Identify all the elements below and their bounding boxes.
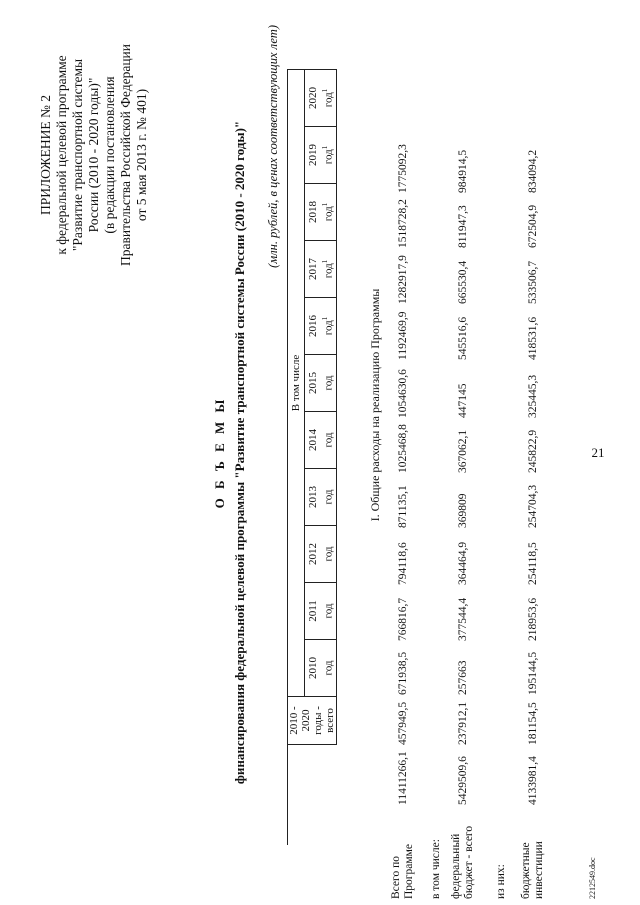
year-unit	[319, 412, 335, 468]
appendix-line: Правительства Российской Федерации	[118, 44, 133, 266]
year-unit-text: год	[322, 320, 335, 336]
row-label-line: федеральный	[450, 833, 462, 899]
table-cell: 325445,3	[527, 374, 539, 418]
table-cell: 218953,6	[527, 597, 539, 641]
table-cell: 367062,1	[457, 429, 469, 473]
row-label-line: бюджет - всего	[463, 825, 475, 899]
year-header-cell	[304, 469, 336, 526]
year-header-cell	[304, 70, 336, 127]
footnote-mark: 1	[320, 202, 329, 207]
table-cell: 811947,3	[457, 205, 469, 248]
year-unit-text: год	[322, 263, 335, 279]
row-label-header	[288, 745, 337, 846]
year-header-cell	[304, 412, 336, 469]
page-number: 21	[591, 445, 605, 460]
table-header	[287, 69, 337, 845]
total-header-line: всего	[324, 708, 336, 733]
appendix-line: от 5 мая 2013 г. № 401)	[134, 88, 149, 222]
table-cell: 11411266,1	[397, 751, 409, 805]
table-cell: 257663	[457, 660, 469, 695]
year-header-cell	[304, 241, 336, 298]
year-unit	[319, 640, 335, 696]
total-header-line: 2020	[300, 709, 312, 732]
footer-code: 2212549.doc	[588, 857, 597, 899]
table-cell: 254118,5	[527, 542, 539, 585]
table-cell: 254704,3	[527, 484, 539, 528]
year-unit	[319, 469, 335, 525]
year-label: 2011	[306, 600, 319, 622]
year-unit-text: год	[322, 489, 335, 505]
table-cell: 237912,1	[457, 701, 469, 745]
year-header-cell	[304, 583, 336, 640]
table-cell: 457949,5	[397, 701, 409, 745]
year-label: 2020	[306, 87, 319, 109]
table-cell: 665530,4	[457, 260, 469, 304]
table-cell: 1518728,2	[397, 199, 409, 248]
table-cell: 794118,6	[397, 542, 409, 585]
table-cell: 1192469,9	[397, 311, 409, 360]
document-subtitle: финансирования федеральной целевой программы "Развитие транспортной системы России (2010 - 2020 годы)"	[232, 120, 247, 785]
table-cell: 871135,1	[397, 485, 409, 528]
row-label-line: инвестиции	[533, 841, 545, 899]
year-unit	[319, 583, 335, 639]
year-unit-text: год	[322, 546, 335, 562]
year-unit-text: год	[322, 432, 335, 448]
row-label-line: из них:	[495, 864, 507, 899]
total-header-line: годы -	[312, 706, 324, 735]
year-unit	[319, 526, 335, 582]
row-label	[430, 839, 443, 899]
year-unit	[319, 241, 335, 297]
row-label	[390, 844, 416, 899]
appendix-block	[38, 5, 150, 305]
table-cell: 671938,5	[397, 651, 409, 695]
year-unit	[319, 70, 335, 126]
year-label: 2014	[306, 429, 319, 451]
table-cell: 1025468,8	[397, 424, 409, 473]
total-header	[288, 697, 337, 745]
footnote-mark: 1	[320, 316, 329, 321]
year-unit	[319, 127, 335, 183]
year-label: 2015	[306, 372, 319, 394]
year-label: 2019	[306, 144, 319, 166]
year-unit-text: год	[322, 206, 335, 222]
total-header-line: 2010 -	[288, 706, 300, 735]
year-header-cell	[304, 298, 336, 355]
year-header-cell	[304, 184, 336, 241]
table-cell: 418531,6	[527, 316, 539, 360]
table-cell: 181154,5	[527, 702, 539, 745]
year-unit-text: год	[322, 603, 335, 619]
row-label	[450, 826, 476, 899]
year-unit	[319, 184, 335, 240]
year-label: 2013	[306, 486, 319, 508]
year-label: 2018	[306, 201, 319, 223]
year-header-cell	[304, 355, 336, 412]
year-header-cell	[304, 640, 336, 697]
appendix-line: (в редакции постановления	[102, 76, 117, 234]
row-label	[495, 864, 508, 899]
table-cell: 5429509,6	[457, 756, 469, 805]
table-cell: 834094,2	[527, 149, 539, 193]
row-label-line: бюджетные	[520, 842, 532, 899]
year-label: 2016	[306, 315, 319, 337]
row-label-line: в том числе:	[430, 839, 442, 899]
appendix-line: ПРИЛОЖЕНИЕ № 2	[38, 94, 53, 216]
table-cell: 447145	[457, 383, 469, 418]
year-label: 2012	[306, 543, 319, 565]
section-title: I. Общие расходы на реализацию Программы	[368, 288, 382, 522]
group-header: В том числе	[288, 70, 305, 697]
footnote-mark: 1	[320, 259, 329, 264]
row-label-line: Программе	[403, 843, 415, 899]
row-label	[520, 841, 546, 899]
row-label-line: Всего по	[390, 856, 402, 899]
appendix-line: "Развитие транспортной системы	[70, 58, 85, 252]
table-cell: 1054630,6	[397, 369, 409, 418]
table-cell: 766816,7	[397, 597, 409, 641]
year-unit	[319, 298, 335, 354]
year-unit-text: год	[322, 149, 335, 165]
year-unit-text: год	[322, 375, 335, 391]
table-cell: 369809	[457, 493, 469, 528]
table-cell: 1282917,9	[397, 255, 409, 304]
year-unit-text: год	[322, 660, 335, 676]
year-unit	[319, 355, 335, 411]
table-cell: 245822,9	[527, 429, 539, 473]
year-unit-text: год	[322, 92, 335, 108]
table-cell: 195144,5	[527, 651, 539, 695]
table-cell: 364464,9	[457, 541, 469, 585]
table-cell: 984914,5	[457, 149, 469, 193]
document-title: О Б Ъ Е М Ы	[212, 396, 227, 509]
appendix-line: России (2010 - 2020 годы)"	[86, 77, 101, 233]
year-header-cell	[304, 526, 336, 583]
year-label: 2017	[306, 258, 319, 280]
table-cell: 1775092,3	[397, 144, 409, 193]
table-cell: 377544,4	[457, 597, 469, 641]
footnote-mark: 1	[320, 88, 329, 93]
year-label: 2010	[306, 657, 319, 679]
year-header-cell	[304, 127, 336, 184]
table-cell: 545516,6	[457, 316, 469, 360]
footnote-mark: 1	[320, 145, 329, 150]
table-cell: 4133981,4	[527, 756, 539, 805]
table-cell: 533506,7	[527, 260, 539, 304]
table-cell: 672504,9	[527, 204, 539, 248]
units-note: (млн. рублей, в ценах соответствующих лет)	[266, 25, 280, 268]
appendix-line: к федеральной целевой программе	[54, 55, 69, 255]
